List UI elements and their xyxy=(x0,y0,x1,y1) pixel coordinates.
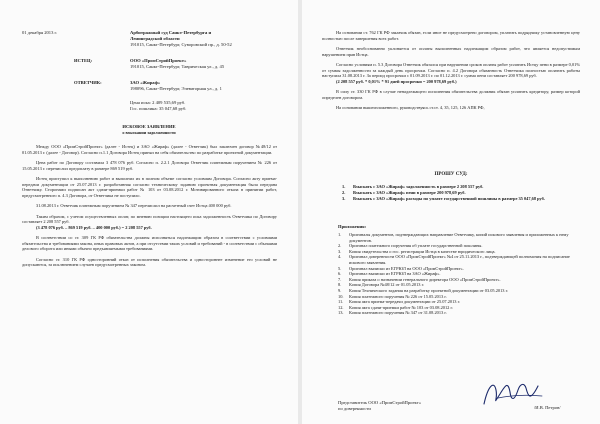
list-item: 11. Копия акта приема-передачи документации от 25.07.2013 г. xyxy=(338,299,461,305)
paragraph: Истец приступил к выполнению работ и выполнил их в полном объеме согласно условиям Договора. Согласно акту приема-передачи документации от 25.07.2013 г. разработанная согласно техническому заданию проектная документация была передана Ответчику. Сторонами подписан акт сдачи-приемки работ № 103 от 03.08.2012 г. Мотивированного отказа в принятии работ, предусмотренного п. 4.3 Договора, от Ответчика не поступило. xyxy=(22,176,277,198)
calculation-line: (3 478 076 руб. – 869 519 руб. – 400 000 руб.) = 2 208 557 руб. xyxy=(36,224,152,230)
paragraph: Между ООО «ПромСтройПроект» (далее - Истец) и ЗАО «Жираф» (далее - Ответчик) был заключен договор №48/12 от 01.05.2013 г. (далее - Договор). Согласно п.1.1 Договора Истец принял на себя обязательство по разработке проектной документации. xyxy=(22,144,277,155)
defendant-name: ЗАО «Жираф» xyxy=(130,80,161,85)
document-page-1 xyxy=(0,0,298,424)
court-title-line1: Арбитражный суд Санкт-Петербурга и xyxy=(130,30,212,35)
paragraph: Цена работ по Договору составила 3 478 076 руб. Согласно п. 2.2.1 Договора Ответчик платежным поручением № 226 от 15.05.2013 г. перечислил предоплату в размере 869 519 руб. xyxy=(22,160,277,171)
list-item: 10. Копия платежного поручения № 226 от 15.05.2013 г. xyxy=(338,293,447,299)
list-item: 6. Оригинал выписки из ЕГРЮЛ на ЗАО «Жираф». xyxy=(338,271,441,277)
paragraph: Ответчик необоснованно уклоняется от оплаты выполненных надлежащим образом работ, что является недопустимым нарушением прав Истца. xyxy=(322,46,580,57)
court-title-line2: Ленинградской области xyxy=(130,36,180,41)
court-address: 191015, Санкт-Петербург, Суворовский пр., д. 50-52 xyxy=(130,42,232,47)
list-item: 4. Оригинал доверенности ООО «ПромСтройПроект» №4 от 25.11.2013 г., подтверждающей полномочия на подписание искового заявления. xyxy=(338,254,570,265)
list-item: 9. Копия Технического задания на разработку проектной документации от 03.05.2013 г. xyxy=(338,287,509,293)
state-fee: Гос. пошлина: 35 047,68 руб. xyxy=(130,106,187,111)
list-item: 1. Оригиналы документов, подтверждающих направление Ответчику, копий искового заявления и приложенных к нему документов. xyxy=(338,232,569,243)
appendix-list xyxy=(338,232,574,316)
list-item: 5. Оригинал выписки из ЕГРЮЛ на ООО «ПромСтройПроект». xyxy=(338,265,464,271)
list-item: 8. Копия Договора №48/12 от 01.05.2013 г. xyxy=(338,282,424,288)
document-heading: ИСКОВОЕ ЗАЯВЛЕНИЕ xyxy=(122,124,176,129)
paragraph: Согласно условиям п. 5.3 Договора Ответчик обязался при нарушении сроков оплаты работ уплатить Истцу пени в размере 0,01% от суммы задолженности за каждый день просрочки. Согласно п. 4.2 Договора обязанность Ответчика полностью оплатить работы наступила 31.08.2013 г. За период просрочки с 01.09.2013 г. по 01.12.2013 г. сумма пени составляет 200 978,69 руб. xyxy=(322,62,580,78)
paragraph: На основании ст. 762 ГК РФ заказчик обязан, если иное не предусмотрено договором, уплатить подрядчику установленную цену полностью после завершения всех работ. xyxy=(322,30,580,41)
request-heading: ПРОШУ СУД: xyxy=(434,172,468,177)
claim-body-continued xyxy=(322,30,580,111)
claim-price: Цена иска: 2 409 535,69 руб. xyxy=(130,100,186,105)
plaintiff-label: ИСТЕЦ: xyxy=(74,58,93,63)
document-date: 01 декабря 2013 г. xyxy=(22,30,58,35)
claim-body xyxy=(22,144,277,268)
paragraph: В силу ст. 330 ГК РФ в случае ненадлежащего исполнения обязательства должник обязан уплатить кредитору, размер которой определен договором. xyxy=(322,89,580,100)
calculation-line: (2 208 557 руб. * 0,01% * 91 дней просрочки = 200 978,69 руб.) xyxy=(336,78,457,84)
list-item: 2. Взыскать с ЗАО «Жираф» пени в размере 200 978,69 руб. xyxy=(342,190,466,196)
request-list xyxy=(342,184,572,202)
list-item: 7. Копия приказа о назначении генерального директора ООО «ПромСтройПроект». xyxy=(338,276,501,282)
list-item: 2. Оригинал платежного поручения об уплате государственной пошлины. xyxy=(338,243,483,249)
paragraph: Таким образом, с учетом осуществленных оплат, по мнению позиции настоящего иска задолженность Ответчика по Договору составляет 2 208 557 руб. xyxy=(22,213,277,224)
document-subheading: о взыскании задолженности xyxy=(122,130,176,135)
appendix-heading: Приложения: xyxy=(338,224,367,229)
document-page-2 xyxy=(302,0,600,424)
paragraph: В соответствии со ст. 309 ГК РФ обязательства должны исполняться надлежащим образом в соответствии с условиями обязательства и требованиями закона, иных правовых актов, а при отсутствии таких условий и требований - в соответствии с обычаями делового оборота или иными обычно предъявляемыми требованиями. xyxy=(22,235,277,251)
paragraph: Согласно ст. 310 ГК РФ односторонний отказ от исполнения обязательства и одностороннее изменение его условий не допускаются, за исключением случаев предусмотренных законом. xyxy=(22,256,277,267)
list-item: 3. Копия свидетельства о гос. регистрации Истца в качестве юридического лица. xyxy=(338,248,496,254)
defendant-address: 198096, Санкт-Петербург, Элеваторная ул., д. 1 xyxy=(130,86,222,91)
list-item: 13. Копия платежного поручения № 347 от 31.08.2013 г. xyxy=(338,310,447,316)
plaintiff-name: ООО «ПромСтройПроект» xyxy=(130,58,187,63)
list-item: 3. Взыскать с ЗАО «Жираф» расходы по уплате государственной пошлины в размере 35 047,68 руб. xyxy=(342,196,545,202)
defendant-label: ОТВЕТЧИК: xyxy=(74,80,102,85)
paragraph: 31.08.2013 г. Ответчик платежным поручением № 347 перечислил на расчетный счет Истца 400 000 руб. xyxy=(36,203,232,208)
paragraph: На основании вышеизложенного, руководствуясь ст.ст. 4, 35, 125, 126 АПК РФ, xyxy=(336,105,485,110)
list-item: 12. Копия акта сдачи-приемки работ № 103 от 03.08.2012 г. xyxy=(338,304,453,310)
plaintiff-address: 191015, Санкт-Петербург, Таврическая ул., д. 45 xyxy=(130,64,225,69)
signer-name: /И.В. Петров/ xyxy=(534,405,561,410)
signer-basis: по доверенности xyxy=(338,406,371,411)
signer-organization: Представитель ООО «ПромСтройПроект» xyxy=(338,400,422,405)
list-item: 1. Взыскать с ЗАО «Жираф» задолженность в размере 2 208 557 руб. xyxy=(342,184,484,189)
